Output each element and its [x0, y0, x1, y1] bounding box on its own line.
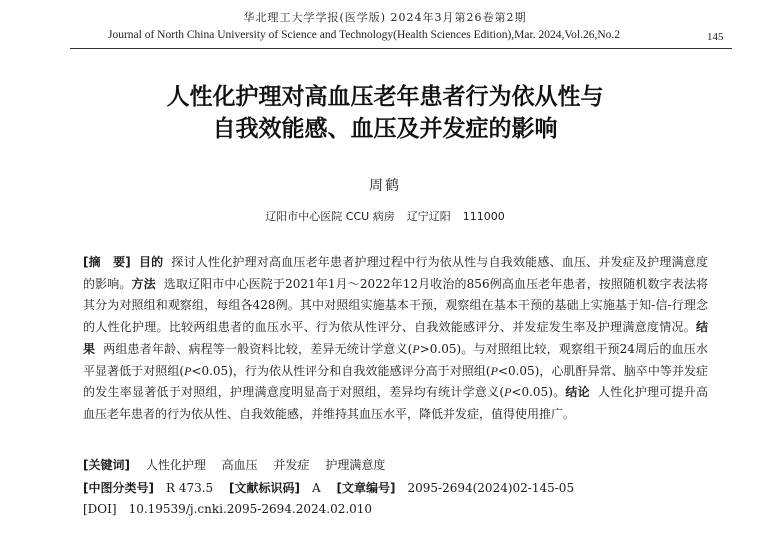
- results-text-b: >0.05)。与对照组比较，观察组干预24周后的血压水平显著低于对照组(: [83, 341, 708, 378]
- results-text-d: <0.05)，心肌酐异常、脑卒中等并发症的发生率显著低于对照组，护理满意度明显高于对照组，差异均有统计学意义(: [83, 363, 709, 400]
- article-number-value: 2095-2694(2024)02-145-05: [407, 481, 575, 495]
- methods-text: 选取辽阳市中心医院于2021年1月～2022年12月收治的856例高血压老年患者，按照随机数字表法将其分为对照组和观察组，每组各428例。其中对照组实施基本干预，观察组在基本干预的基础上实施基于知-信-行理念的人性化护理。比较两组患者的血压水平、行为依从性评分、自我效能感评分、并发症发生率及护理满意度情况。: [83, 276, 708, 335]
- p-value-symbol: P: [184, 363, 192, 378]
- doc-code-value: A: [312, 481, 321, 495]
- keywords-label: [关键词]: [83, 458, 130, 472]
- affiliation: [0, 208, 770, 224]
- journal-title-en: Journal of North China University of Science and Technology(Health Sciences Edition),Mar. 2024,Vol.26,No.2: [108, 29, 621, 41]
- article-title-line-1: 人性化护理对高血压老年患者行为依从性与: [166, 84, 604, 110]
- article-title-line-2: 自我效能感、血压及并发症的影响: [212, 116, 558, 142]
- doi-value[interactable]: 10.19539/j.cnki.2095-2694.2024.02.010: [128, 502, 373, 516]
- article-number-label: [文章编号]: [336, 481, 396, 495]
- abstract: [83, 252, 708, 426]
- doc-code-label: [文献标识码]: [229, 481, 300, 495]
- clc-label: [中图分类号]: [83, 481, 154, 495]
- results-label: 结果: [83, 320, 708, 356]
- clc-value: R 473.5: [165, 481, 214, 495]
- results-text-a: 两组患者年龄、病程等一般资料比较，差异无统计学意义(: [103, 341, 413, 356]
- conclusion-text: 人性化护理可提升高血压老年患者的行为依从性、自我效能感，并维持其血压水平，降低并发症，值得使用推广。: [83, 385, 708, 421]
- conclusion-label: 结论: [565, 385, 590, 400]
- keyword-item: 护理满意度: [325, 458, 386, 472]
- p-value-symbol: P: [412, 341, 420, 356]
- keyword-item: 高血压: [221, 458, 258, 472]
- author-name: 周鹤: [369, 178, 401, 194]
- header-rule: [70, 48, 732, 49]
- keyword-item: 并发症: [273, 458, 310, 472]
- abstract-label: [摘 要]: [83, 255, 131, 269]
- methods-label: 方法: [131, 276, 156, 291]
- article-title: [0, 81, 770, 145]
- affiliation-city: 辽宁辽阳: [406, 210, 451, 223]
- affiliation-org: 辽阳市中心医院 CCU 病房: [265, 210, 395, 223]
- classification-row: [83, 478, 723, 498]
- results-text-e: <0.05)。: [511, 385, 566, 400]
- affiliation-postcode: 111000: [462, 210, 505, 223]
- keywords-row: [83, 455, 723, 475]
- page-number: 145: [707, 31, 724, 43]
- doi-row: [83, 499, 723, 519]
- p-value-symbol: P: [504, 385, 512, 400]
- objective-label: 目的: [138, 255, 164, 269]
- doi-label: [DOI]: [83, 502, 117, 516]
- keyword-item: 人性化护理: [145, 458, 206, 472]
- p-value-symbol: P: [490, 363, 498, 378]
- results-text-c: <0.05)，行为依从性评分和自我效能感评分高于对照组(: [191, 363, 491, 378]
- journal-title-cn: 华北理工大学学报(医学版) 2024年3月第26卷第2期: [243, 11, 527, 24]
- objective-text: 探讨人性化护理对高血压老年患者护理过程中行为依从性与自我效能感、血压、并发症及护理满意度的影响。: [83, 255, 708, 291]
